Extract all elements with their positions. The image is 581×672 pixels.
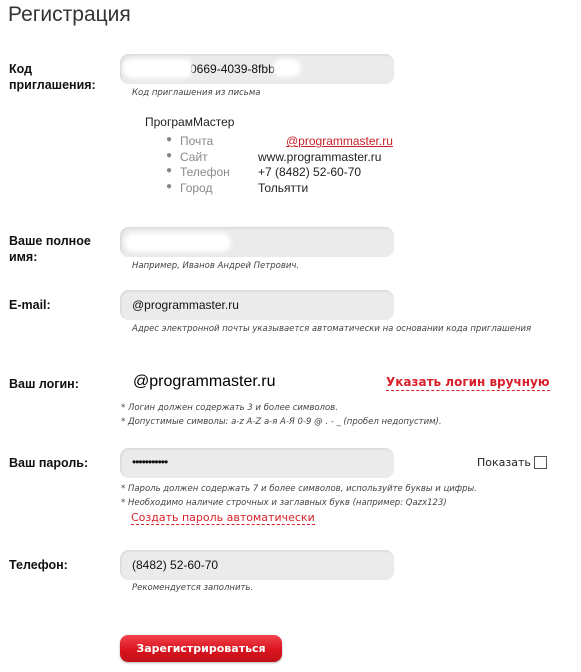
- password-note-length: * Пароль должен содержать 7 и более символов, используйте буквы и цифры.: [121, 484, 477, 494]
- company-info-key: Город: [180, 180, 213, 195]
- password-value: •••••••••••: [132, 455, 168, 469]
- login-value: @programmaster.ru: [133, 373, 276, 390]
- invite-code-redaction-end: [276, 62, 298, 74]
- invite-code-label: Код приглашения:: [9, 62, 96, 92]
- password-label: Ваш пароль:: [9, 456, 89, 470]
- company-info-key: Почта: [180, 134, 214, 148]
- show-password-checkbox[interactable]: [534, 456, 547, 469]
- company-info-value: Тольятти: [258, 180, 309, 195]
- company-name: ПрограмМастер: [145, 115, 235, 129]
- fullname-input[interactable]: [120, 227, 394, 257]
- fullname-hint: Например, Иванов Андрей Петрович.: [132, 261, 300, 271]
- login-note-chars: * Допустимые символы: a-z A-Z а-я А-Я 0-9 @ . - _ (пробел недопустим).: [121, 417, 442, 427]
- register-button[interactable]: Зарегистрироваться: [120, 635, 282, 662]
- show-password-toggle[interactable]: [477, 456, 531, 469]
- show-password-label: Показать: [477, 456, 531, 469]
- company-email-link[interactable]: @programmaster.ru: [286, 134, 393, 148]
- phone-value: (8482) 52-60-70: [132, 558, 219, 572]
- generate-password-link[interactable]: Создать пароль автоматически: [131, 511, 315, 524]
- invite-code-hint: Код приглашения из письма: [132, 88, 261, 98]
- bullet-icon: ●: [166, 134, 173, 145]
- bullet-icon: ●: [166, 165, 173, 176]
- page-title: Регистрация: [8, 3, 131, 26]
- bullet-icon: ●: [166, 180, 173, 192]
- phone-hint: Рекомендуется заполнить.: [132, 583, 254, 593]
- manual-login-link[interactable]: Указать логин вручную: [386, 375, 550, 389]
- bullet-icon: ●: [166, 149, 173, 161]
- email-field[interactable]: [120, 290, 394, 320]
- phone-input[interactable]: [120, 550, 394, 580]
- phone-label: Телефон:: [9, 558, 68, 572]
- company-info-key: Телефон: [180, 165, 230, 179]
- login-note-length: * Логин должен содержать 3 и более символов.: [121, 403, 338, 413]
- invite-code-value: 0669-4039-8fbb: [190, 62, 275, 76]
- company-info-key: Сайт: [180, 149, 208, 164]
- email-label: E-mail:: [9, 298, 51, 312]
- fullname-label: Ваше полное имя:: [9, 234, 91, 264]
- password-note-case: * Необходимо наличие строчных и заглавных букв (например: Qazx123): [121, 498, 447, 508]
- login-label: Ваш логин:: [9, 377, 79, 391]
- invite-code-field[interactable]: [120, 54, 394, 84]
- email-value: @programmaster.ru: [132, 298, 239, 312]
- email-hint: Адрес электронной почты указывается автоматически на основании кода приглашения: [132, 324, 532, 334]
- fullname-redaction: [128, 236, 228, 249]
- company-info-value: +7 (8482) 52-60-70: [258, 165, 362, 179]
- invite-code-redaction: [126, 62, 190, 75]
- password-input[interactable]: [120, 448, 394, 478]
- company-info-value: www.programmaster.ru: [258, 149, 382, 164]
